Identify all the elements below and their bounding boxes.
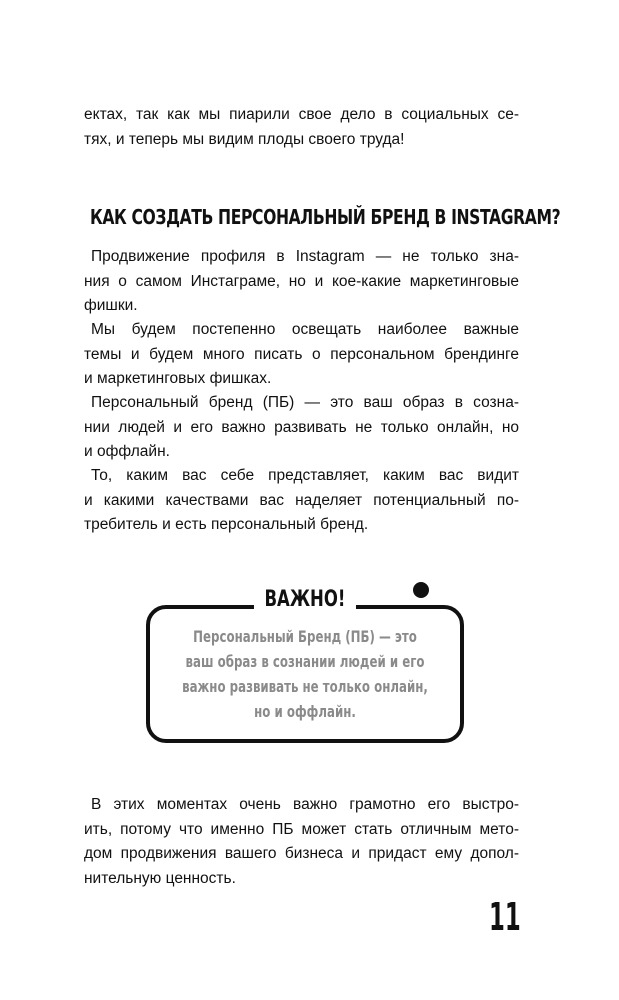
paragraph-line: нительную ценность. <box>84 869 236 887</box>
paragraph-1 <box>84 245 519 319</box>
section-heading: КАК СОЗДАТЬ ПЕРСОНАЛЬНЫЙ БРЕНД В INSTAGRAM? <box>90 205 561 229</box>
paragraph-line: ния о самом Инстаграме, но и кое-какие маркетинговые <box>84 272 519 290</box>
callout-line: ваш образ в сознании людей и его <box>185 652 425 671</box>
callout-dot-icon <box>413 582 429 598</box>
callout-line: важно развивать не только онлайн, <box>182 677 428 696</box>
paragraph-line: и какими качествами вас наделяет потенциальный по- <box>84 491 519 509</box>
intro-line: ектах, так как мы пиарили свое дело в социальных се- <box>84 106 519 123</box>
paragraph-line: Мы будем постепенно освещать наиболее важные <box>91 321 519 338</box>
paragraph-line: фишки. <box>84 297 138 314</box>
paragraph-3 <box>84 391 519 465</box>
intro-paragraph <box>84 103 519 152</box>
paragraph-line: и маркетинговых фишках. <box>84 370 272 387</box>
callout-line: но и оффлайн. <box>254 702 356 721</box>
paragraph-4 <box>84 464 519 538</box>
page-number: 11 <box>489 895 521 939</box>
callout-text <box>150 624 460 724</box>
paragraph-line: темы и будем много писать о персональном брендинге <box>84 345 519 363</box>
paragraph-line: и оффлайн. <box>84 443 170 460</box>
paragraph-line: дом продвижения вашего бизнеса и придаст ему допол- <box>84 845 519 862</box>
paragraph-2 <box>84 318 519 392</box>
paragraph-line: Персональный бренд (ПБ) — это ваш образ в созна- <box>91 394 519 411</box>
paragraph-line: В этих моментах очень важно грамотно его выстро- <box>91 796 519 813</box>
callout-title-text: ВАЖНО! <box>254 587 356 612</box>
intro-line: тях, и теперь мы видим плоды своего труда! <box>84 130 405 148</box>
paragraph-line: требитель и есть персональный бренд. <box>84 516 369 533</box>
paragraph-line: ить, потому что именно ПБ может стать отличным мето- <box>84 820 519 838</box>
paragraph-line: нии людей и его важно развивать не только онлайн, но <box>84 418 519 436</box>
paragraph-line: То, каким вас себе представляет, каким вас видит <box>91 467 519 484</box>
closing-paragraph <box>84 793 519 891</box>
paragraph-line: Продвижение профиля в Instagram — не только зна- <box>91 248 519 265</box>
callout-line: Персональный Бренд (ПБ) — это <box>193 627 417 646</box>
